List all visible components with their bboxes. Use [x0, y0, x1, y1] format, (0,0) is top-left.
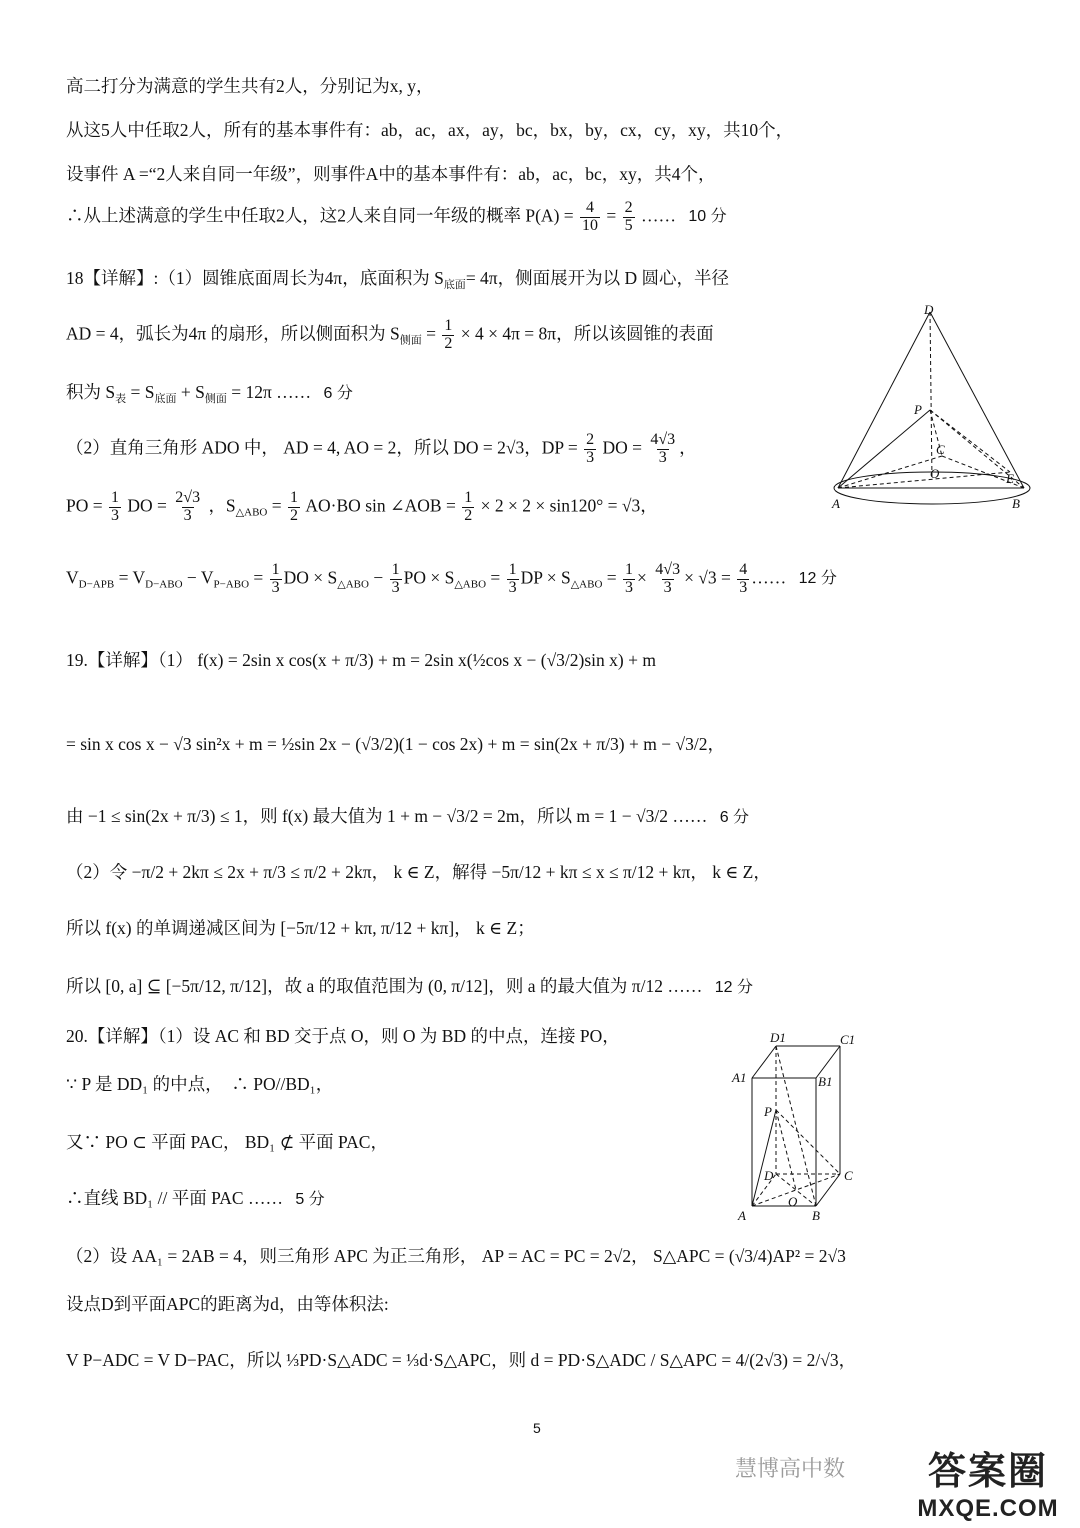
text-line: ∴直线 BD₁ // 平面 PAC …… 5 分	[66, 1188, 325, 1208]
text-line: 所以 [0, a] ⊆ [−5π/12, π/12]，故 a 的取值范围为 (0, π/12]，则 a 的最大值为 π/12 …… 12 分	[66, 976, 753, 996]
cone-figure	[826, 300, 1042, 520]
text-line: 由 −1 ≤ sin(2x + π/3) ≤ 1，则 f(x) 最大值为 1 + m − √3/2 = 2m，所以 m = 1 − √3/2 …… 6 分	[66, 806, 750, 826]
text-line: 20.【详解】（1）设 AC 和 BD 交于点 O，则 O 为 BD 的中点，连接 PO，	[66, 1026, 620, 1046]
text-line: $V_{D-APB} = V_{D-ABO} - V_{P-ABO}$ = $\frac{1}{3}$ DO × $S_{\triangle ABO}$ − $\frac{1}{3}$ PO × $S_{\triangle ABO}$ = $\frac{1}{3}$ DP × $S_{\triangle ABO}$ = $\frac{1}{3}$ × $\frac{4√3}{3}$ × √3 = $\frac{4}{3}$ …… 12 分	[66, 561, 837, 596]
label-A1: A1	[732, 1070, 747, 1085]
label-P: P	[914, 402, 922, 417]
label-C1: C1	[840, 1032, 856, 1047]
score-mark: 5 分	[295, 1191, 325, 1208]
fraction: $\frac{1}{3}$	[111, 489, 119, 524]
text-line: 又∵ PO ⊂ 平面 PAC， BD₁ ⊄ 平面 PAC，	[66, 1132, 388, 1152]
label-B1: B1	[818, 1074, 833, 1089]
text-line: （2）设 AA₁ = 2AB = 4，则三角形 APC 为正三角形， AP = AC = PC = 2√2， S△APC = (√3/4)AP² = 2√3	[66, 1246, 846, 1266]
cuboid-figure	[728, 1030, 868, 1226]
text-line: 18【详解】:（1）圆锥底面周长为4π，底面积为 $S_{底面}= 4\pi$，侧面展开为以 D 圆心，半径	[66, 268, 730, 291]
text-line: 设点D到平面APC的距离为d，由等体积法:	[66, 1294, 389, 1314]
fraction: $\frac{4}{3}$	[739, 561, 748, 596]
text-line: 19.【详解】（1） f(x) = 2sin x cos(x + π/3) + m = 2sin x(½cos x − (√3/2)sin x) + m	[66, 650, 656, 670]
watermark-text: 慧博高中数	[735, 1457, 846, 1482]
fraction: $\frac{4}{10}$	[582, 199, 599, 234]
fraction: $\frac{4√3}{3}$	[655, 561, 681, 596]
text-line: PO = $\frac{1}{3}$ DO = $\frac{2√3}{3}$ ，$S_{\triangle ABO}$ = $\frac{1}{2}$ AO·BO sin ∠AOB = $\frac{1}{2}$ × 2 × 2 × sin120° = √3，	[66, 489, 658, 524]
text-line: V P−ADC = V D−PAC，所以 ⅓PD·S△ADC = ⅓d·S△APC，则 d = PD·S△ADC / S△APC = 4/(2√3) = 2/√3，	[66, 1350, 857, 1370]
fraction: $\frac{1}{2}$	[464, 489, 473, 524]
score-mark: 12 分	[798, 570, 837, 588]
fraction: $\frac{1}{3}$	[625, 561, 634, 596]
label-O: O	[788, 1194, 798, 1209]
fraction: $\frac{1}{3}$	[271, 561, 280, 596]
page-number: 5	[533, 1420, 541, 1436]
label-E: E	[1006, 471, 1014, 486]
label-D: D	[764, 1168, 774, 1183]
text-line: 积为 $S_表 = S_{底面} + S_{侧面} = 12\pi$ …… 6 分	[66, 382, 353, 405]
watermark-logo: 答案圈 MXQE.COM	[917, 1449, 1059, 1522]
label-B: B	[1012, 496, 1020, 511]
label-B: B	[812, 1208, 820, 1223]
fraction: $\frac{2}{3}$	[586, 431, 595, 466]
text-line: ∵ P 是 DD₁ 的中点， ∴ PO//BD₁，	[66, 1074, 334, 1094]
text-line: AD = 4，弧长为4π 的扇形，所以侧面积为 $S_{侧面}$ = $\frac{1}{2}$ × 4 × 4π = 8π，所以该圆锥的表面	[66, 317, 714, 352]
fraction: $\frac{1}{2}$	[289, 489, 298, 524]
label-C: C	[844, 1168, 853, 1183]
score-mark: 10 分	[688, 208, 727, 226]
label-D1: D1	[770, 1030, 786, 1045]
text-line: 从这5人中任取2人，所有的基本事件有：ab，ac，ax，ay，bc，bx，by，cx，cy，xy，共10个，	[66, 120, 794, 140]
fraction: $\frac{4√3}{3}$	[650, 431, 676, 466]
fraction: $\frac{1}{3}$	[391, 561, 400, 596]
label-A: A	[738, 1208, 746, 1223]
text-line: 高二打分为满意的学生共有2人，分别记为x, y，	[66, 76, 434, 96]
text-line: ∴从上述满意的学生中任取2人，这2人来自同一年级的概率 P(A) = $\frac{4}{10}$ = $\frac{2}{5}$ …… 10 分	[66, 199, 727, 234]
fraction: $\frac{2√3}{3}$	[175, 489, 201, 524]
score-mark: 6 分	[323, 385, 353, 402]
label-C: C	[936, 442, 945, 457]
fraction: $\frac{2}{5}$	[624, 199, 633, 234]
label-O: O	[930, 466, 940, 481]
text-line: = sin x cos x − √3 sin²x + m = ½sin 2x − (√3/2)(1 − cos 2x) + m = sin(2x + π/3) + m − √3/2，	[66, 734, 725, 754]
label-D: D	[924, 302, 934, 317]
text-line: 所以 f(x) 的单调递减区间为 [−5π/12 + kπ, π/12 + kπ]， k ∈ Z；	[66, 918, 535, 938]
text-line: （2）令 −π/2 + 2kπ ≤ 2x + π/3 ≤ π/2 + 2kπ， k ∈ Z，解得 −5π/12 + kπ ≤ x ≤ π/12 + kπ， k ∈ Z，	[66, 862, 771, 882]
score-mark: 12 分	[714, 979, 753, 996]
fraction: $\frac{1}{3}$	[508, 561, 517, 596]
label-P: P	[764, 1104, 772, 1119]
text-line: （2）直角三角形 ADO 中， AD = 4, AO = 2，所以 DO = 2√3，DP = $\frac{2}{3}$ DO = $\frac{4√3}{3}$ ，	[66, 431, 697, 466]
label-A: A	[832, 496, 840, 511]
score-mark: 6 分	[719, 809, 750, 826]
text-line: 设事件 A =“2人来自同一年级”，则事件A中的基本事件有：ab，ac，bc，xy，共4个，	[66, 164, 716, 184]
fraction: $\frac{1}{2}$	[444, 317, 453, 352]
